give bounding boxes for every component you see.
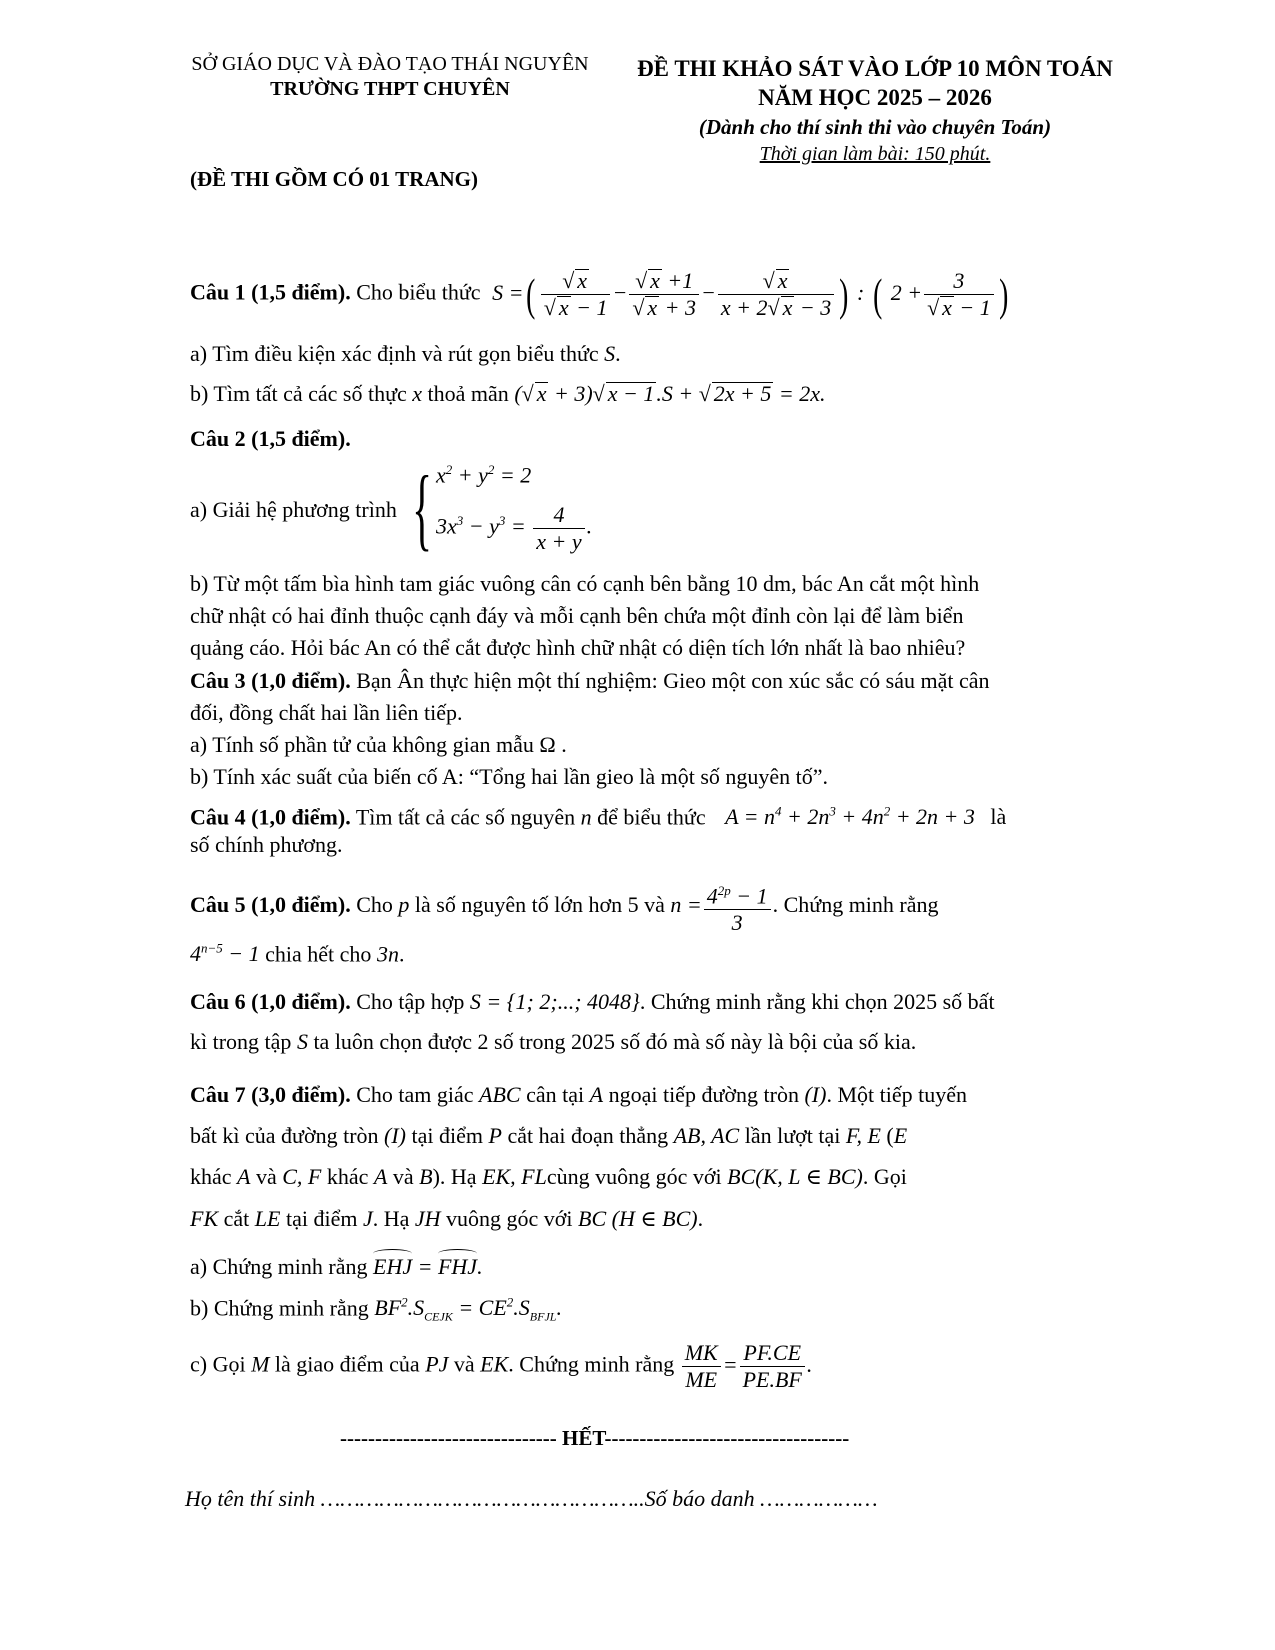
question-4-expression: $A = n^4 + 2n^3 + 4n^2 + 2n + 3$ bbox=[725, 804, 975, 830]
question-3-title: Câu 3 (1,0 điểm). bbox=[190, 668, 351, 693]
q7c-ratio: $\frac{MK}{ME}$ = $\frac{PF.CE}{PE.BF}$ . bbox=[680, 1352, 813, 1377]
question-7-line-1 bbox=[190, 1079, 967, 1111]
q7-t16: cắt bbox=[223, 1206, 250, 1231]
end-marker: ------------------------------- HẾT----------------------------------- bbox=[340, 1426, 850, 1450]
q7-t2: cân tại bbox=[526, 1082, 585, 1107]
exam-target: (Dành cho thí sinh thi vào chuyên Toán) bbox=[698, 115, 1052, 139]
q7-ab-ac: AB, AC bbox=[673, 1123, 740, 1148]
school-name: TRƯỜNG THPT CHUYÊN bbox=[270, 78, 510, 100]
q7-j: J bbox=[362, 1206, 373, 1231]
department-name: SỞ GIÁO DỤC VÀ ĐÀO TẠO THÁI NGUYÊN bbox=[191, 53, 589, 75]
question-4-text: Tìm tất cả các số nguyên bbox=[355, 804, 576, 830]
q7-t7: cắt hai đoạn thẳng bbox=[507, 1123, 669, 1148]
question-1b-equation: (√ x + 3)√ x − 1.S + √ 2x + 5 = 2x. bbox=[514, 381, 826, 406]
q7c-text4: . Chứng minh rằng bbox=[508, 1351, 675, 1377]
q7-t6: tại điểm bbox=[411, 1123, 483, 1148]
question-1-line bbox=[190, 268, 1011, 321]
q7-jh: JH bbox=[414, 1206, 441, 1231]
school-year: NĂM HỌC 2025 – 2026 bbox=[758, 85, 992, 110]
question-5-expression: $4^{n-5} - 1$ bbox=[190, 941, 260, 967]
q7b-text: b) Chứng minh rằng bbox=[190, 1295, 369, 1321]
system-eq-2: $3x^3 - y^3$ = $\frac{4}{x + y}$ . bbox=[436, 502, 593, 554]
candidate-info-line: Họ tên thí sinh …………………………………………..Số báo danh ……………… bbox=[185, 1486, 878, 1511]
question-4-title: Câu 4 (1,0 điểm). bbox=[190, 804, 351, 830]
question-2b-line-1: b) Từ một tấm bìa hình tam giác vuông cân có cạnh bên bằng 10 dm, bác An cắt một hình bbox=[190, 571, 980, 596]
question-7b bbox=[190, 1287, 562, 1333]
question-7a bbox=[190, 1251, 483, 1283]
q7-t19: vuông góc với bbox=[446, 1206, 573, 1231]
page-count-note: (ĐỀ THI GỒM CÓ 01 TRANG) bbox=[190, 167, 478, 191]
question-7-line-4: FK cắt LE tại điểm J. Hạ JH vuông góc với BC (H ∈ BC). bbox=[190, 1206, 704, 1231]
question-6-set: S = {1; 2;...; 4048} bbox=[469, 989, 640, 1014]
question-7-line-2: bất kì của đường tròn (I) tại điểm P cắt hai đoạn thẳng AB, AC lần lượt tại F, E (E bbox=[190, 1123, 908, 1148]
q7c-text3: và bbox=[453, 1351, 475, 1377]
q7-t13: ). Hạ bbox=[432, 1164, 477, 1189]
question-2-title: Câu 2 (1,5 điểm). bbox=[190, 426, 351, 451]
q7-abc: ABC bbox=[479, 1082, 521, 1107]
q7-a3: A bbox=[373, 1164, 388, 1189]
system-eq-1: $x^2 + y^2 = 2$ bbox=[436, 462, 532, 488]
question-5-text: Cho bbox=[356, 892, 393, 918]
question-6-text-c: kì trong tập bbox=[190, 1029, 292, 1054]
q7-fk: FK bbox=[190, 1206, 219, 1231]
q7c-m: M bbox=[251, 1351, 270, 1377]
q7-c-f: C, F bbox=[282, 1164, 322, 1189]
question-5-text-d: chia hết cho bbox=[265, 941, 372, 967]
q5-var-3n: 3n bbox=[376, 941, 399, 967]
q7c-ek: EK bbox=[480, 1351, 509, 1377]
question-6-title: Câu 6 (1,0 điểm). bbox=[190, 989, 351, 1014]
q7-t18: . Hạ bbox=[372, 1206, 410, 1231]
q1b-var: x bbox=[412, 381, 423, 406]
q7-t14: cùng vuông góc với bbox=[546, 1164, 722, 1189]
q7-t3: ngoại tiếp đường tròn bbox=[608, 1082, 799, 1107]
question-6-text: Cho tập hợp bbox=[356, 989, 465, 1014]
question-6-line-2 bbox=[190, 1026, 916, 1058]
question-5-n-definition: n = $\frac{4^{2p} - 1}{3}$ bbox=[670, 892, 772, 917]
q7-t5: bất kì của đường tròn bbox=[190, 1123, 379, 1148]
question-4-text-c: là bbox=[990, 804, 1007, 830]
q1a-var: S bbox=[604, 341, 616, 366]
question-1-title: Câu 1 (1,5 điểm). bbox=[190, 279, 351, 305]
question-1b-text: b) Tìm tất cả các số thực bbox=[190, 381, 407, 406]
q7-t10: và bbox=[255, 1164, 277, 1189]
question-2b-line-3: quảng cáo. Hỏi bác An có thể cắt được hình chữ nhật có diện tích lớn nhất là bao nhiêu? bbox=[190, 635, 966, 660]
question-7-line-3 bbox=[190, 1161, 907, 1193]
question-6-text-d: ta luôn chọn được 2 số trong 2025 số đó mà số này là bội của số kia. bbox=[313, 1029, 917, 1054]
question-1a: a) Tìm điều kiện xác định và rút gọn biểu thức S. bbox=[190, 341, 621, 366]
q7-t15: . Gọi bbox=[862, 1164, 907, 1189]
q7-e: E bbox=[893, 1123, 908, 1148]
q7-a2: A bbox=[237, 1164, 251, 1189]
question-4-line-2: số chính phương. bbox=[190, 832, 343, 857]
question-5-line-1 bbox=[190, 878, 939, 936]
q7-bc-kl: BC(K, L ∈ BC) bbox=[727, 1164, 863, 1189]
question-3a: a) Tính số phần tử của không gian mẫu Ω . bbox=[190, 732, 567, 757]
question-5-title: Câu 5 (1,0 điểm). bbox=[190, 892, 351, 918]
q7-t8: lần lượt tại bbox=[744, 1123, 841, 1148]
q7-t1: Cho tam giác bbox=[356, 1082, 474, 1107]
q7a-statement: EHJ = FHJ. bbox=[373, 1254, 483, 1279]
q7-circle-i-2: (I) bbox=[384, 1123, 406, 1148]
question-6-line-1 bbox=[190, 986, 995, 1018]
q7c-text: c) Gọi bbox=[190, 1351, 246, 1377]
question-2b-line-2: chữ nhật có hai đỉnh thuộc cạnh đáy và mỗi cạnh bên chứa một đỉnh còn lại để làm biển bbox=[190, 603, 964, 628]
question-2a-text: a) Giải hệ phương trình bbox=[190, 497, 397, 522]
q7-ek-fl: EK, FL bbox=[482, 1164, 547, 1189]
q7-bc-h: BC (H ∈ BC) bbox=[578, 1206, 698, 1231]
question-1b bbox=[190, 378, 826, 410]
question-4-line-1 bbox=[190, 796, 1006, 833]
q7-b: B bbox=[419, 1164, 433, 1189]
q7-circle-i: (I) bbox=[804, 1082, 827, 1107]
q7-p: P bbox=[488, 1123, 502, 1148]
q7-t17: tại điểm bbox=[285, 1206, 358, 1231]
question-7c bbox=[190, 1340, 812, 1393]
question-7-title: Câu 7 (3,0 điểm). bbox=[190, 1082, 351, 1107]
q7-le: LE bbox=[254, 1206, 281, 1231]
question-4-text-b: để biểu thức bbox=[597, 804, 706, 830]
question-3b: b) Tính xác suất của biến cố A: “Tổng hai lần gieo là một số nguyên tố”. bbox=[190, 764, 829, 789]
exam-title: ĐỀ THI KHẢO SÁT VÀO LỚP 10 MÔN TOÁN bbox=[637, 56, 1113, 81]
question-1-formula: S =( $\frac{√ x}{√ x - 1}$ − $\frac{√ x +1}{√ x + 3}$ − $\frac{√ x}{x + 2√ x - 3}$ ) : ( 2 + $\frac{3}{√ x - 1}$ ) bbox=[492, 268, 1009, 320]
question-5-line-2: $4^{n-5} - 1$ chia hết cho 3n. bbox=[190, 941, 405, 967]
question-1a-text: a) Tìm điều kiện xác định và rút gọn biểu thức bbox=[190, 341, 599, 366]
exam-duration: Thời gian làm bài: 150 phút. bbox=[759, 143, 991, 165]
q7-t9: khác bbox=[190, 1164, 232, 1189]
q7c-pj: PJ bbox=[425, 1351, 449, 1377]
question-6-text-b: . Chứng minh rằng khi chọn 2025 số bất bbox=[639, 989, 995, 1014]
q7-f-e: F, E bbox=[845, 1123, 881, 1148]
question-5-text-c: . Chứng minh rằng bbox=[772, 892, 939, 918]
question-1-intro: Cho biểu thức bbox=[356, 279, 481, 305]
system-brace: { bbox=[412, 457, 433, 559]
question-3-text: Bạn Ân thực hiện một thí nghiệm: Gieo một con xúc sắc có sáu mặt cân bbox=[356, 668, 990, 693]
q7-t4: . Một tiếp tuyến bbox=[826, 1082, 967, 1107]
q7b-statement: $BF^2.S_{CEJK} = CE^2.S_{BFJL}$. bbox=[374, 1295, 562, 1324]
question-1b-text2: thoả mãn bbox=[427, 381, 509, 406]
q7c-text2: là giao điểm của bbox=[274, 1351, 420, 1377]
q7-t12: và bbox=[392, 1164, 414, 1189]
question-5-text-b: là số nguyên tố lớn hơn 5 và bbox=[414, 892, 665, 918]
q6-var-s: S bbox=[296, 1029, 308, 1054]
q7-t11: khác bbox=[326, 1164, 369, 1189]
q5-var-p: p bbox=[398, 892, 415, 918]
q4-var-n: n bbox=[580, 804, 592, 830]
q7-a: A bbox=[589, 1082, 604, 1107]
q7a-text: a) Chứng minh rằng bbox=[190, 1254, 368, 1279]
question-3-line-2: đối, đồng chất hai lần liên tiếp. bbox=[190, 700, 463, 725]
question-3-line-1 bbox=[190, 665, 990, 697]
question-2a bbox=[190, 494, 397, 526]
